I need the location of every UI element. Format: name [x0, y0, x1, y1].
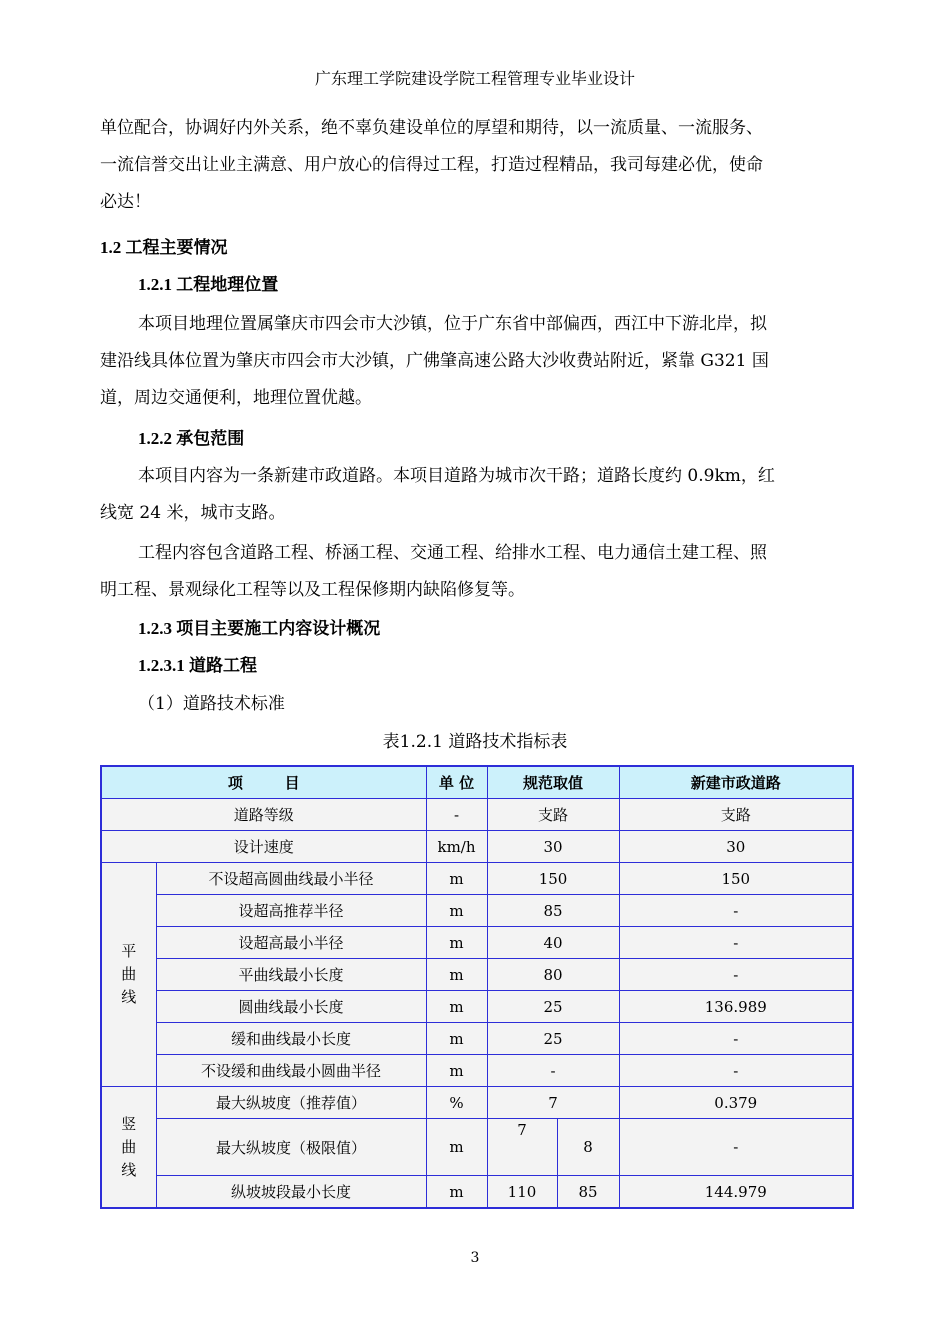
table-row — [101, 959, 853, 991]
text-line: 建沿线具体位置为肇庆市四会市大沙镇，广佛肇高速公路大沙收费站附近，紧靠 G321 国 — [100, 351, 769, 371]
text-line: 本项目地理位置属肇庆市四会市大沙镇，位于广东省中部偏西，西江中下游北岸，拟 — [138, 314, 767, 334]
text-line: 必达！ — [100, 192, 151, 212]
row-standard: 7 — [487, 1087, 619, 1119]
row-label: 设计速度 — [101, 831, 426, 863]
scope-paragraph — [100, 458, 852, 532]
section-heading-1-2-3: 1.2.3 项目主要施工内容设计概况 — [138, 619, 381, 638]
intro-paragraph — [100, 110, 852, 221]
row-standard: 40 — [487, 927, 619, 959]
table-row — [101, 895, 853, 927]
row-value: 支路 — [619, 799, 853, 831]
row-standard: 150 — [487, 863, 619, 895]
row-unit: m — [426, 1055, 487, 1087]
section-heading-1-2-3-1: 1.2.3.1 道路工程 — [138, 656, 257, 675]
text-line: 一流信誉交出让业主满意、用户放心的信得过工程，打造过程精品，我司每建必优，使命 — [100, 155, 763, 175]
row-value: - — [619, 959, 853, 991]
header-item: 项 目 — [101, 766, 426, 799]
text-line: 本项目内容为一条新建市政道路。本项目道路为城市次干路；道路长度约 0.9km，红 — [138, 466, 775, 486]
table-row — [101, 1087, 853, 1119]
row-value: - — [619, 927, 853, 959]
row-standard-a: 7 — [487, 1119, 557, 1176]
location-paragraph — [100, 306, 852, 417]
row-standard: 25 — [487, 991, 619, 1023]
row-value: 0.379 — [619, 1087, 853, 1119]
row-standard: 85 — [487, 895, 619, 927]
row-standard: 80 — [487, 959, 619, 991]
header-new-road: 新建市政道路 — [619, 766, 853, 799]
table-row — [101, 863, 853, 895]
list-item-1: （1）道路技术标准 — [138, 694, 285, 714]
row-value: 30 — [619, 831, 853, 863]
text-line: 单位配合，协调好内外关系，绝不辜负建设单位的厚望和期待，以一流质量、一流服务、 — [100, 118, 763, 138]
row-standard-b: 85 — [557, 1176, 619, 1209]
row-unit: % — [426, 1087, 487, 1119]
page-number: 3 — [470, 1250, 480, 1266]
row-label: 缓和曲线最小长度 — [156, 1023, 426, 1055]
row-unit: m — [426, 1119, 487, 1176]
row-unit: km/h — [426, 831, 487, 863]
table-row — [101, 799, 853, 831]
table-row — [101, 1023, 853, 1055]
row-value: 136.989 — [619, 991, 853, 1023]
row-label: 道路等级 — [101, 799, 426, 831]
row-label: 不设超高圆曲线最小半径 — [156, 863, 426, 895]
row-label: 设超高推荐半径 — [156, 895, 426, 927]
content-paragraph — [100, 535, 852, 609]
row-label: 最大纵坡度（极限值） — [156, 1119, 426, 1176]
road-spec-table — [100, 765, 854, 1209]
row-standard: 支路 — [487, 799, 619, 831]
row-standard: 30 — [487, 831, 619, 863]
section-heading-1-2-2: 1.2.2 承包范围 — [138, 429, 245, 448]
row-unit: m — [426, 895, 487, 927]
row-standard-b: 8 — [557, 1119, 619, 1176]
row-value: - — [619, 895, 853, 927]
row-unit: m — [426, 1023, 487, 1055]
row-standard: 25 — [487, 1023, 619, 1055]
text-line: 线宽 24 米，城市支路。 — [100, 503, 286, 523]
table-row — [101, 991, 853, 1023]
table-row — [101, 1055, 853, 1087]
row-standard-a: 110 — [487, 1176, 557, 1209]
row-unit: m — [426, 863, 487, 895]
page-header: 广东理工学院建设学院工程管理专业毕业设计 — [314, 69, 635, 88]
table-row — [101, 1119, 853, 1176]
row-unit: - — [426, 799, 487, 831]
row-value: - — [619, 1119, 853, 1176]
text-line: 道，周边交通便利，地理位置优越。 — [100, 388, 372, 408]
row-label: 设超高最小半径 — [156, 927, 426, 959]
row-value: 144.979 — [619, 1176, 853, 1209]
text-line: 工程内容包含道路工程、桥涵工程、交通工程、给排水工程、电力通信土建工程、照 — [138, 543, 767, 563]
row-label: 不设缓和曲线最小圆曲半径 — [156, 1055, 426, 1087]
table-row — [101, 1176, 853, 1209]
section-heading-1-2: 1.2 工程主要情况 — [100, 238, 228, 257]
row-label: 圆曲线最小长度 — [156, 991, 426, 1023]
header-unit: 单 位 — [426, 766, 487, 799]
row-unit: m — [426, 959, 487, 991]
table-row — [101, 831, 853, 863]
table-header-row — [101, 766, 853, 799]
row-value: - — [619, 1055, 853, 1087]
row-unit: m — [426, 991, 487, 1023]
row-label: 最大纵坡度（推荐值） — [156, 1087, 426, 1119]
row-unit: m — [426, 927, 487, 959]
section-heading-1-2-1: 1.2.1 工程地理位置 — [138, 275, 279, 294]
row-unit: m — [426, 1176, 487, 1209]
row-standard: - — [487, 1055, 619, 1087]
header-standard: 规范取值 — [487, 766, 619, 799]
table-caption: 表1.2.1 道路技术指标表 — [382, 732, 568, 752]
row-value: - — [619, 1023, 853, 1055]
row-value: 150 — [619, 863, 853, 895]
row-label: 纵坡坡段最小长度 — [156, 1176, 426, 1209]
row-label: 平曲线最小长度 — [156, 959, 426, 991]
group-label-vertical-curve: 竖 曲 线 — [101, 1087, 156, 1209]
group-label-horizontal-curve: 平 曲 线 — [101, 863, 156, 1087]
text-line: 明工程、景观绿化工程等以及工程保修期内缺陷修复等。 — [100, 580, 525, 600]
table-row — [101, 927, 853, 959]
